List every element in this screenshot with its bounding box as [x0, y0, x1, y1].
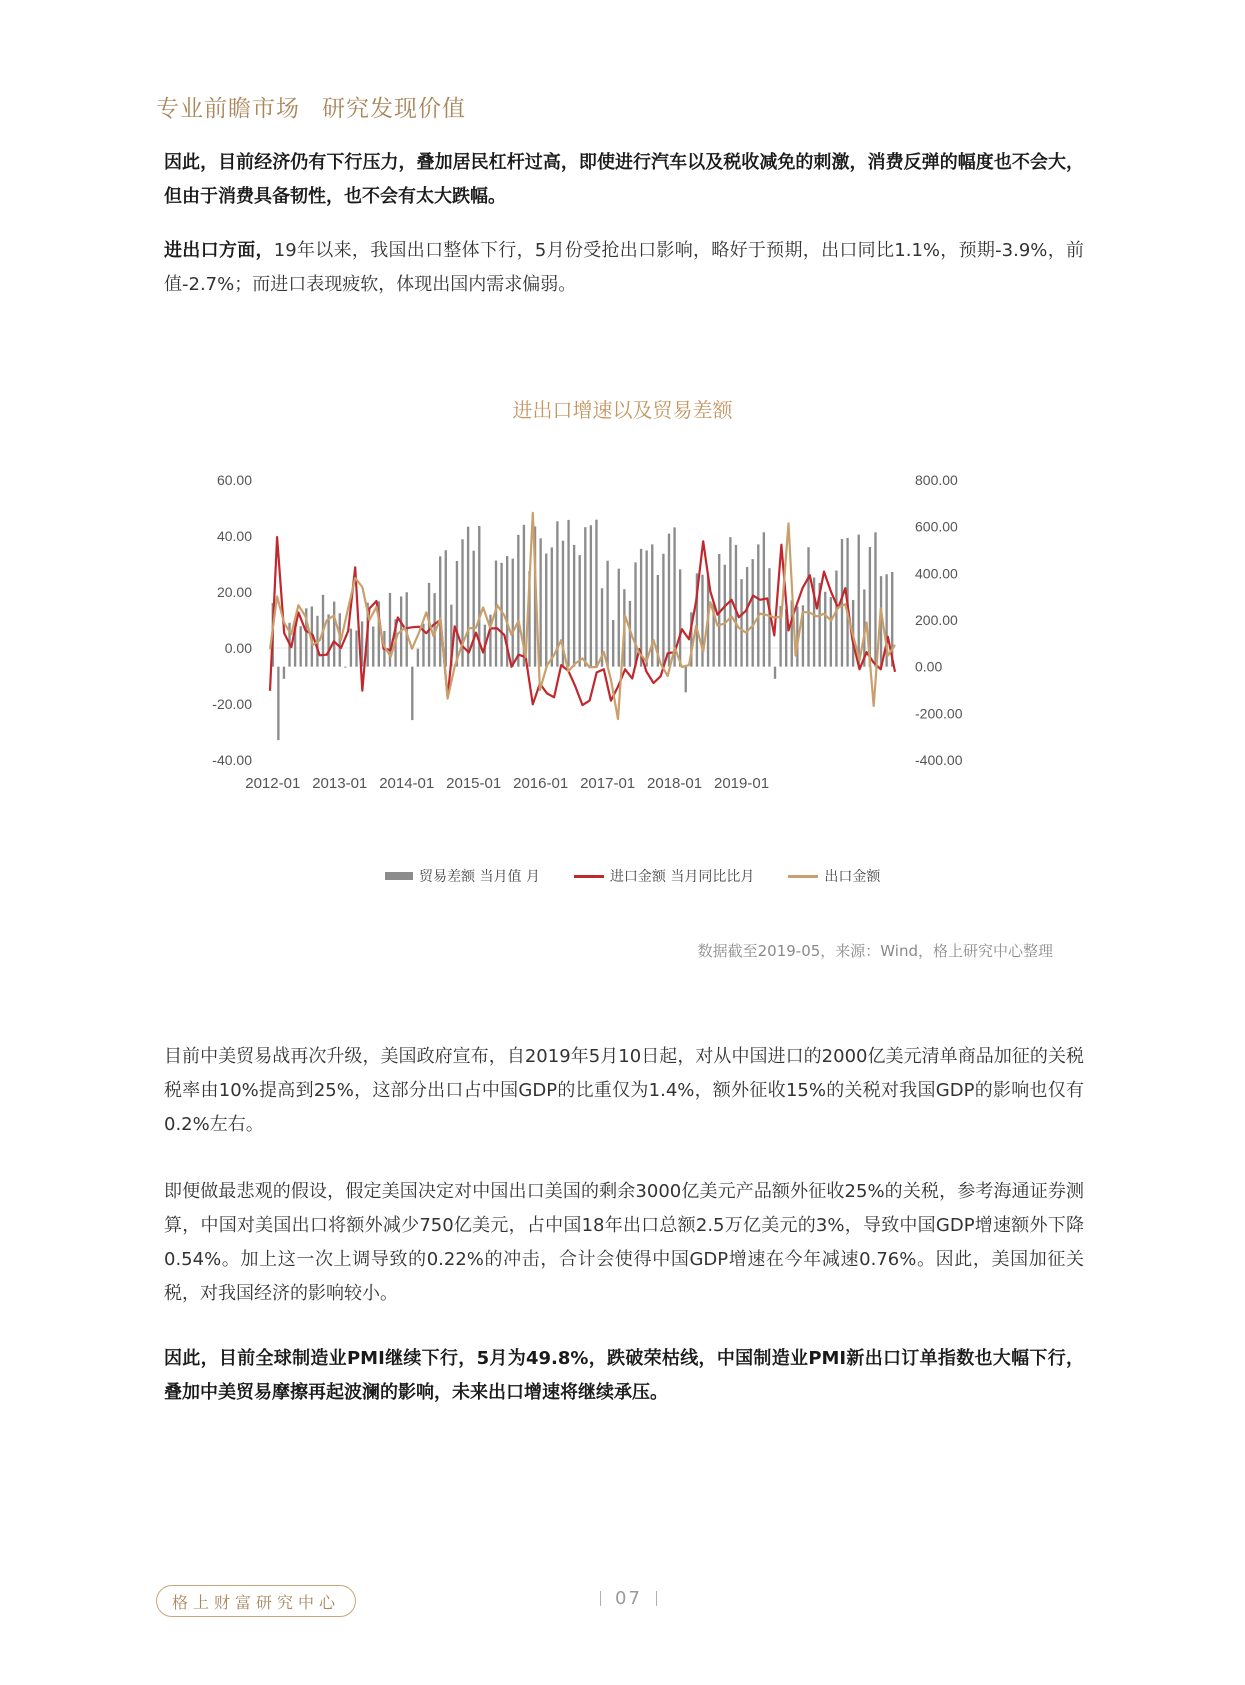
bar-trade-balance — [445, 550, 447, 666]
bar-trade-balance — [327, 614, 329, 666]
bar-trade-balance — [774, 667, 776, 679]
bar-trade-balance — [824, 592, 826, 667]
footer-brand: 格上财富研究中心 — [156, 1585, 356, 1617]
chart-title: 进出口增速以及贸易差额 — [512, 398, 733, 422]
bar-trade-balance — [500, 563, 502, 667]
y-right-tick-label: 0.00 — [915, 658, 943, 675]
bar-trade-balance — [512, 559, 514, 667]
bar-trade-balance — [662, 554, 664, 667]
bar-trade-balance — [634, 562, 636, 666]
legend-item-export — [788, 866, 880, 886]
x-tick-label: 2015-01 — [446, 775, 502, 792]
y-right-tick-label: -400.00 — [915, 752, 963, 768]
bar-trade-balance — [685, 667, 687, 693]
y-left-tick-label: 0.00 — [224, 640, 252, 656]
x-tick-label: 2019-01 — [714, 775, 770, 792]
bar-trade-balance — [874, 532, 876, 666]
bar-trade-balance — [551, 547, 553, 666]
bar-trade-balance — [673, 527, 675, 666]
legend-swatch-import — [574, 875, 604, 878]
paragraph-3: 目前中美贸易战再次升级，美国政府宣布，自2019年5月10日起，对从中国进口的2000亿美元清单商品加征的关税税率由10%提高到25%，这部分出口占中国GDP的比重仅为1.4%，额外征收15%的关税对我国GDP的影响也仅有0.2%左右。 — [164, 1046, 1084, 1135]
bar-trade-balance — [612, 620, 614, 667]
bar-trade-balance — [668, 534, 670, 667]
paragraph-2 — [164, 234, 1084, 302]
bar-trade-balance — [807, 547, 809, 666]
bar-trade-balance — [830, 597, 832, 667]
bar-trade-balance — [618, 569, 620, 667]
bar-trade-balance — [417, 649, 419, 667]
bar-trade-balance — [350, 629, 352, 667]
legend-label-bar: 贸易差额 当月值 月 — [419, 869, 540, 885]
y-left-tick-label: -20.00 — [212, 696, 252, 712]
bar-trade-balance — [757, 544, 759, 666]
bar-trade-balance — [646, 550, 648, 666]
legend-item-import — [574, 866, 754, 886]
bar-trade-balance — [473, 551, 475, 667]
y-right-tick-label: -200.00 — [915, 705, 963, 722]
paragraph-5: 因此，目前全球制造业PMI继续下行，5月为49.8%，跌破荣枯线，中国制造业PMI新出口订单指数也大幅下行，叠加中美贸易摩擦再起波澜的影响，未来出口增速将继续承压。 — [164, 1348, 1084, 1403]
bar-trade-balance — [584, 527, 586, 667]
x-tick-label: 2013-01 — [312, 775, 368, 792]
bar-trade-balance — [595, 520, 597, 667]
slogan-right: 研究发现价值 — [322, 96, 466, 122]
y-right-tick-label: 400.00 — [915, 565, 958, 582]
legend-swatch-export — [788, 875, 818, 878]
bar-trade-balance — [372, 627, 374, 667]
bar-trade-balance — [724, 565, 726, 667]
bar-trade-balance — [545, 554, 547, 667]
x-tick-label: 2018-01 — [647, 775, 703, 792]
y-right-tick-label: 800.00 — [915, 472, 958, 488]
legend-label-export: 出口金额 — [824, 869, 881, 885]
header-slogan — [156, 90, 466, 123]
bar-trade-balance — [679, 569, 681, 666]
bar-trade-balance — [740, 579, 742, 666]
legend-label-import: 进口金额 当月同比比月 — [609, 869, 755, 885]
bar-trade-balance — [283, 667, 285, 679]
bar-trade-balance — [517, 535, 519, 667]
bar-trade-balance — [590, 525, 592, 666]
bar-trade-balance — [858, 535, 860, 667]
x-tick-label: 2017-01 — [580, 775, 636, 792]
y-right-tick-label: 200.00 — [915, 612, 958, 628]
bar-trade-balance — [752, 559, 754, 667]
y-right-tick-label: 600.00 — [915, 518, 958, 535]
source-note: 数据截至2019-05，来源：Wind，格上研究中心整理 — [697, 942, 1053, 960]
y-left-tick-label: 60.00 — [216, 472, 252, 488]
paragraph-1: 因此，目前经济仍有下行压力，叠加居民杠杆过高，即使进行汽车以及税收减免的刺激，消费反弹的幅度也不会大，但由于消费具备韧性，也不会有太大跌幅。 — [164, 152, 1084, 207]
bar-trade-balance — [300, 626, 302, 666]
bar-trade-balance — [467, 527, 469, 667]
legend-swatch-bar — [385, 872, 413, 880]
bar-trade-balance — [344, 667, 346, 668]
bar-trade-balance — [606, 561, 608, 667]
paragraph-2-lead: 进出口方面， — [164, 240, 274, 261]
paragraph-4: 即便做最悲观的假设，假定美国决定对中国出口美国的剩余3000亿美元产品额外征收25%的关税，参考海通证券测算，中国对美国出口将额外减少750亿美元，占中国18年出口总额2.5万亿美元的3%，导致中国GDP增速额外下降0.54%。加上这一次上调导致的0.22%的冲击，合计会使得中国GDP增速在今年减速0.76%。因此，美国加征关税，对我国经济的影响较小。 — [164, 1181, 1084, 1304]
x-tick-label: 2016-01 — [513, 775, 569, 792]
x-tick-label: 2014-01 — [379, 775, 435, 792]
bar-trade-balance — [439, 556, 441, 666]
bar-trade-balance — [746, 567, 748, 667]
slogan-left: 专业前瞻市场 — [156, 96, 300, 122]
bar-trade-balance — [701, 575, 703, 667]
page-number — [586, 1588, 671, 1609]
bar-trade-balance — [567, 520, 569, 667]
bar-trade-balance — [539, 538, 541, 666]
x-tick-label: 2012-01 — [245, 775, 301, 792]
y-left-tick-label: 40.00 — [216, 528, 252, 544]
bar-trade-balance — [277, 667, 279, 741]
bar-trade-balance — [573, 545, 575, 667]
line-export — [270, 513, 895, 719]
page-number-value: 07 — [615, 1588, 642, 1609]
trade-chart — [190, 460, 1060, 840]
legend-item-bar — [385, 866, 540, 886]
bar-trade-balance — [355, 631, 357, 667]
bar-trade-balance — [579, 555, 581, 667]
y-left-tick-label: -40.00 — [212, 752, 252, 768]
bar-trade-balance — [835, 571, 837, 667]
bar-trade-balance — [333, 602, 335, 667]
bar-trade-balance — [456, 561, 458, 667]
paragraph-2-body: 19年以来，我国出口整体下行，5月份受抢出口影响，略好于预期，出口同比1.1%，预期-3.9%，前值-2.7%；而进口表现疲软，体现出国内需求偏弱。 — [164, 240, 1085, 295]
chart-legend — [385, 866, 880, 886]
y-left-tick-label: 20.00 — [216, 584, 252, 600]
bar-trade-balance — [411, 667, 413, 720]
